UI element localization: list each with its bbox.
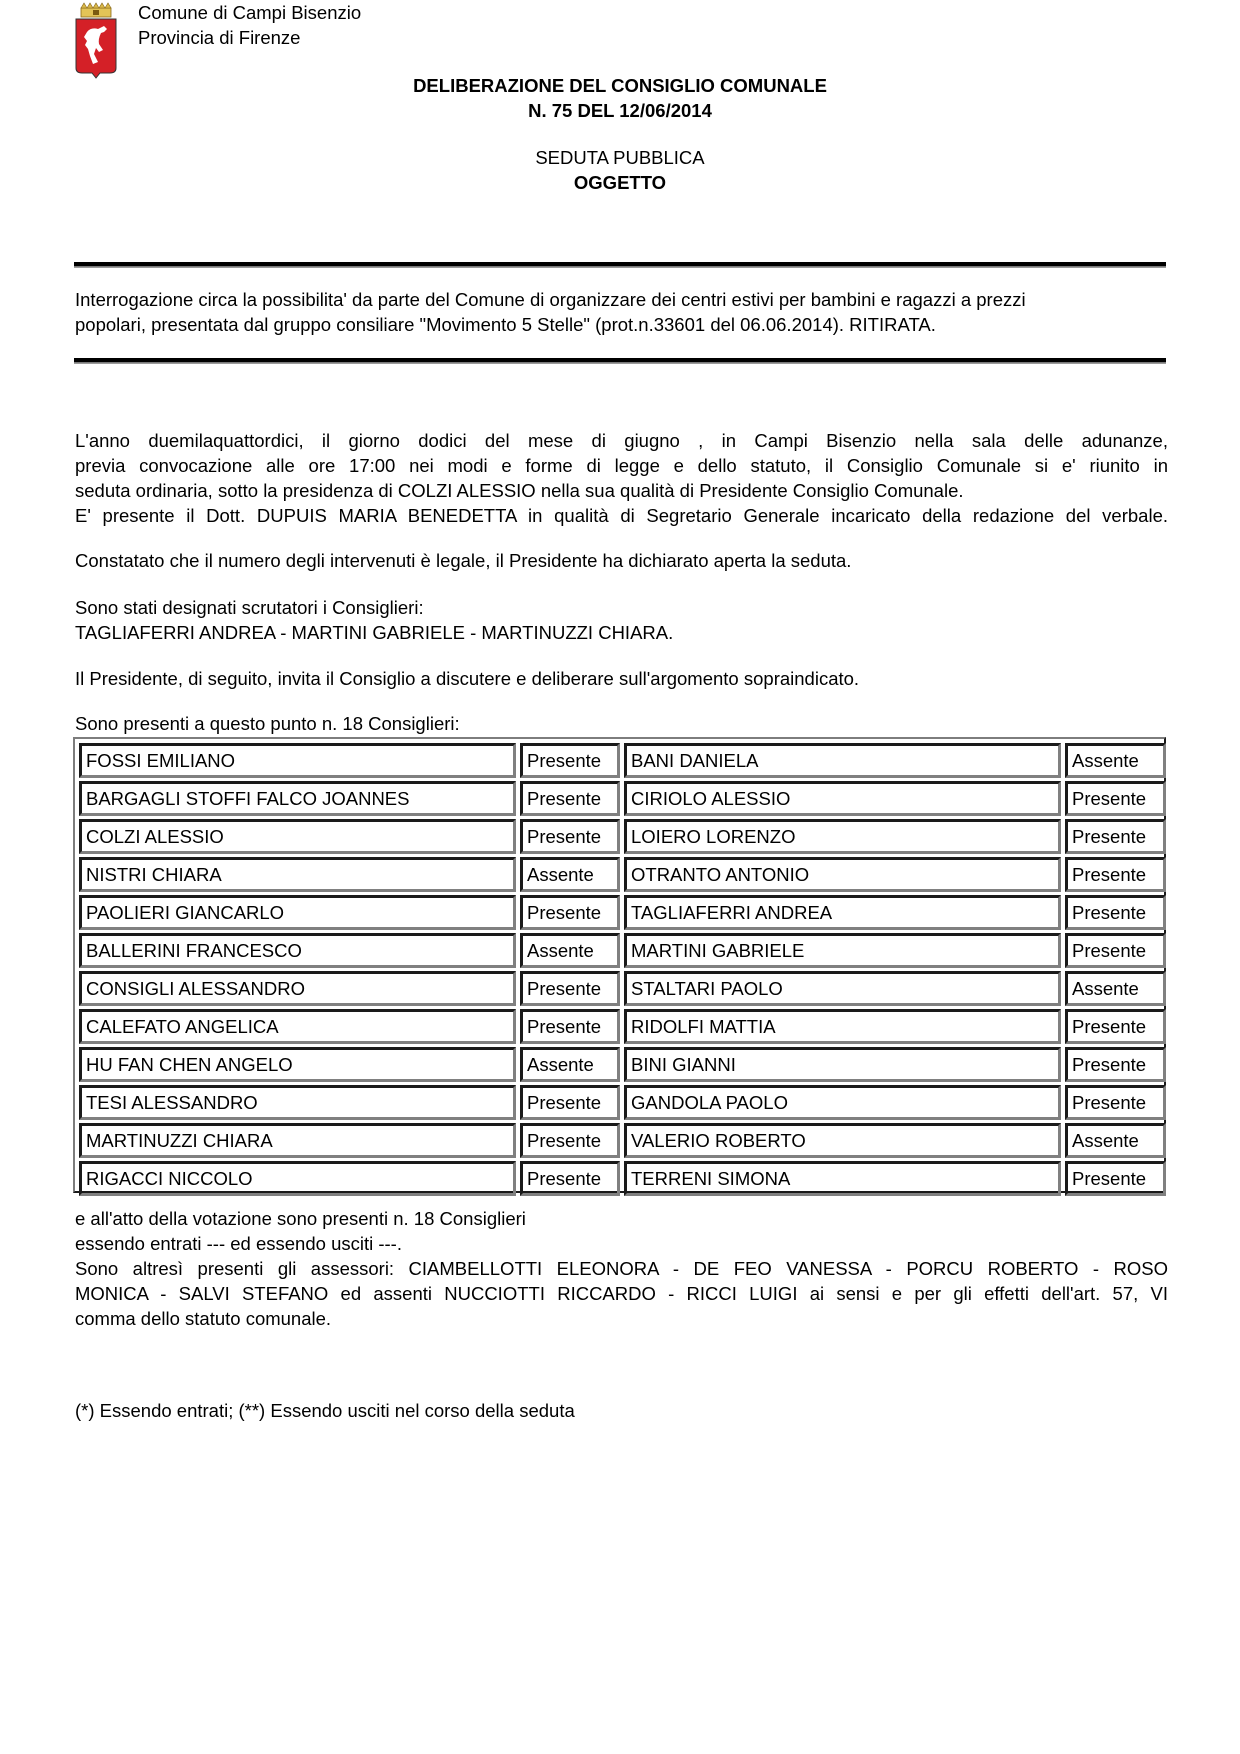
province-name: Provincia di Firenze [138, 27, 301, 48]
councillor-name: VALERIO ROBERTO [624, 1123, 1061, 1158]
coat-of-arms-graphic [74, 2, 118, 80]
attendance-row [79, 933, 1166, 968]
councillor-name: BALLERINI FRANCESCO [79, 933, 516, 968]
attendance-row [79, 819, 1166, 854]
document-title: DELIBERAZIONE DEL CONSIGLIO COMUNALE [413, 75, 827, 96]
attendance-status: Assente [1065, 971, 1166, 1006]
councillor-name: CALEFATO ANGELICA [79, 1009, 516, 1044]
scrutineers-names: TAGLIAFERRI ANDREA - MARTINI GABRIELE - MARTINUZZI CHIARA. [75, 622, 674, 643]
councillor-name: RIDOLFI MATTIA [624, 1009, 1061, 1044]
divider-bottom [74, 358, 1166, 363]
assessors-line: MONICA - SALVI STEFANO ed assenti NUCCIOTTI RICCARDO - RICCI LUIGI ai sensi e per gli effetti dell'art. 57, VI [75, 1283, 1168, 1304]
attendance-status: Presente [520, 819, 620, 854]
quorum-statement: Constatato che il numero degli intervenuti è legale, il Presidente ha dichiarato aperta la seduta. [75, 550, 852, 571]
attendance-status: Presente [520, 743, 620, 778]
intro-paragraph [75, 428, 1168, 528]
attendance-status: Presente [520, 971, 620, 1006]
councillor-name: COLZI ALESSIO [79, 819, 516, 854]
attendance-status: Assente [1065, 743, 1166, 778]
municipality-name: Comune di Campi Bisenzio [138, 2, 362, 23]
councillor-name: FOSSI EMILIANO [79, 743, 516, 778]
attendance-status: Assente [1065, 1123, 1166, 1158]
intro-line: previa convocazione alle ore 17:00 nei modi e forme di legge e dello statuto, il Consiglio Comunale si e' riunito in [75, 455, 1168, 476]
attendance-row [79, 1085, 1166, 1120]
municipal-coat-of-arms-icon [74, 2, 118, 80]
attendance-row [79, 857, 1166, 892]
attendance-row [79, 895, 1166, 930]
subject-text [75, 287, 1167, 337]
attendance-grid [75, 740, 1170, 1199]
attendance-row [79, 1047, 1166, 1082]
attendance-status: Presente [520, 1085, 620, 1120]
president-invitation: Il Presidente, di seguito, invita il Consiglio a discutere e deliberare sull'argomento sopraindicato. [75, 668, 860, 689]
divider-top [74, 262, 1166, 267]
entries-exits: essendo entrati --- ed essendo usciti ---. [75, 1233, 402, 1254]
councillor-name: HU FAN CHEN ANGELO [79, 1047, 516, 1082]
attendance-status: Assente [520, 857, 620, 892]
assessors-line: comma dello statuto comunale. [75, 1308, 332, 1329]
subject-line: popolari, presentata dal gruppo consiliare "Movimento 5 Stelle" (prot.n.33601 del 06.06.2014). RITIRATA. [75, 314, 936, 335]
document-heading [0, 73, 1240, 195]
attendance-status: Presente [1065, 819, 1166, 854]
attendance-status: Presente [1065, 895, 1166, 930]
councillor-name: OTRANTO ANTONIO [624, 857, 1061, 892]
councillor-name: NISTRI CHIARA [79, 857, 516, 892]
attendance-status: Presente [1065, 1161, 1166, 1196]
attendance-status: Presente [1065, 933, 1166, 968]
intro-line: E' presente il Dott. DUPUIS MARIA BENEDETTA in qualità di Segretario Generale incaricato della redazione del verbale. [75, 505, 1168, 526]
attendance-status: Assente [520, 933, 620, 968]
councillor-name: LOIERO LORENZO [624, 819, 1061, 854]
attendance-status: Presente [520, 1161, 620, 1196]
attendance-status: Presente [1065, 781, 1166, 816]
organization-header [138, 0, 361, 50]
voting-count: e all'atto della votazione sono presenti n. 18 Consiglieri [75, 1208, 526, 1229]
deliberation-number: N. 75 DEL 12/06/2014 [528, 100, 712, 121]
attendance-status: Presente [1065, 1009, 1166, 1044]
attendance-row [79, 1123, 1166, 1158]
attendance-row [79, 1009, 1166, 1044]
councillor-name: BANI DANIELA [624, 743, 1061, 778]
councillor-name: RIGACCI NICCOLO [79, 1161, 516, 1196]
voting-summary [75, 1206, 1168, 1331]
attendance-status: Presente [520, 1009, 620, 1044]
subject-line: Interrogazione circa la possibilita' da parte del Comune di organizzare dei centri estivi per bambini e ragazzi a prezzi [75, 289, 1026, 310]
councillor-name: BINI GIANNI [624, 1047, 1061, 1082]
intro-line: L'anno duemilaquattordici, il giorno dodici del mese di giugno , in Campi Bisenzio nella sala delle adunanze, [75, 430, 1168, 451]
councillor-name: GANDOLA PAOLO [624, 1085, 1061, 1120]
attendance-row [79, 1161, 1166, 1196]
councillor-name: TERRENI SIMONA [624, 1161, 1061, 1196]
attendance-body [79, 743, 1166, 1196]
attendance-status: Presente [520, 1123, 620, 1158]
attendance-table [73, 737, 1166, 1193]
councillor-name: MARTINI GABRIELE [624, 933, 1061, 968]
scrutineers-paragraph [75, 595, 1168, 645]
attendance-status: Presente [520, 781, 620, 816]
attendance-status: Assente [520, 1047, 620, 1082]
attendance-row [79, 743, 1166, 778]
attendance-status: Presente [1065, 1085, 1166, 1120]
assessors-line: Sono altresì presenti gli assessori: CIAMBELLOTTI ELEONORA - DE FEO VANESSA - PORCU ROBERTO - ROSO [75, 1258, 1168, 1279]
attendance-status: Presente [520, 895, 620, 930]
attendance-status: Presente [1065, 857, 1166, 892]
attendance-intro: Sono presenti a questo punto n. 18 Consiglieri: [75, 713, 460, 734]
councillor-name: CIRIOLO ALESSIO [624, 781, 1061, 816]
footnote: (*) Essendo entrati; (**) Essendo usciti nel corso della seduta [75, 1400, 575, 1421]
subject-label: OGGETTO [573, 172, 667, 193]
councillor-name: MARTINUZZI CHIARA [79, 1123, 516, 1158]
councillor-name: BARGAGLI STOFFI FALCO JOANNES [79, 781, 516, 816]
councillor-name: TAGLIAFERRI ANDREA [624, 895, 1061, 930]
councillor-name: TESI ALESSANDRO [79, 1085, 516, 1120]
councillor-name: CONSIGLI ALESSANDRO [79, 971, 516, 1006]
councillor-name: PAOLIERI GIANCARLO [79, 895, 516, 930]
attendance-status: Presente [1065, 1047, 1166, 1082]
intro-line: seduta ordinaria, sotto la presidenza di COLZI ALESSIO nella sua qualità di Presidente Consiglio Comunale. [75, 480, 964, 501]
councillor-name: STALTARI PAOLO [624, 971, 1061, 1006]
scrutineers-label: Sono stati designati scrutatori i Consiglieri: [75, 597, 424, 618]
attendance-row [79, 781, 1166, 816]
attendance-row [79, 971, 1166, 1006]
session-type: SEDUTA PUBBLICA [535, 147, 705, 168]
